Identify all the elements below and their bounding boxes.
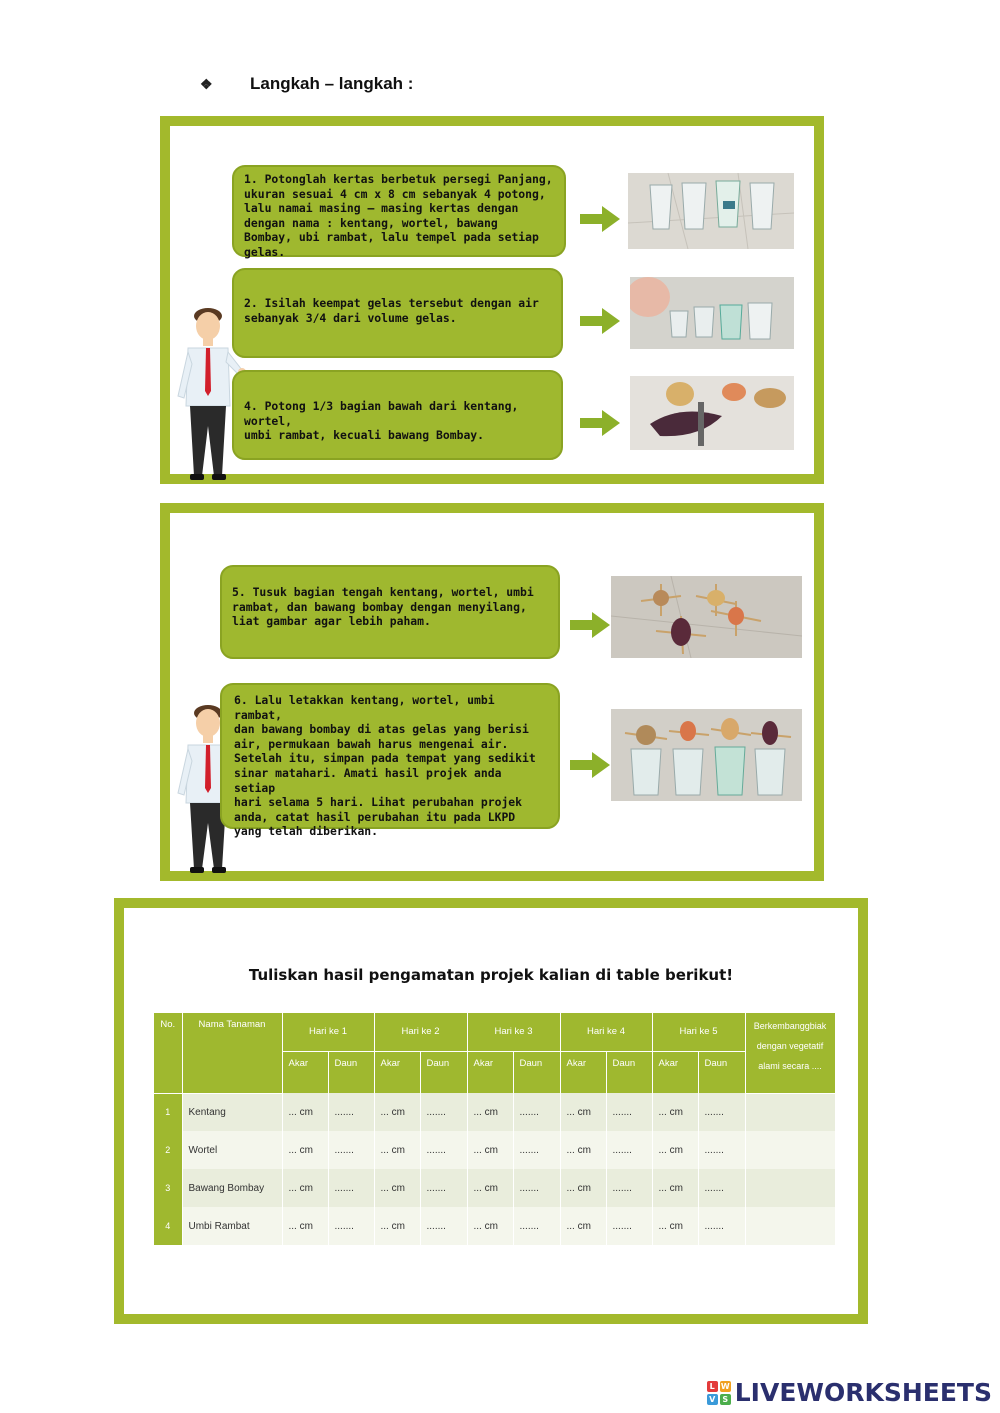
step-4-box: 4. Potong 1/3 bagian bawah dari kentang, wortel, umbi rambat, kecuali bawang Bombay. bbox=[232, 370, 563, 460]
daun-cell[interactable]: ....... bbox=[513, 1169, 560, 1207]
arrow-right-icon bbox=[570, 612, 610, 638]
arrow-right-icon bbox=[570, 752, 610, 778]
akar-cell[interactable]: ... cm bbox=[467, 1207, 513, 1245]
header-daun: Daun bbox=[420, 1051, 467, 1093]
logo-text: LIVEWORKSHEETS bbox=[734, 1378, 992, 1407]
liveworksheets-mark-icon: L W V S bbox=[707, 1381, 731, 1405]
steps-slide-1 bbox=[160, 116, 824, 484]
daun-cell[interactable]: ....... bbox=[513, 1207, 560, 1245]
step-5-box: 5. Tusuk bagian tengah kentang, wortel, umbi rambat, dan bawang bombay dengan menyilang, liat gambar agar lebih paham. bbox=[220, 565, 560, 659]
daun-cell[interactable]: ....... bbox=[606, 1093, 652, 1131]
table-title: Tuliskan hasil pengamatan projek kalian di table berikut! bbox=[248, 966, 734, 984]
liveworksheets-logo bbox=[707, 1378, 992, 1407]
observation-slide bbox=[114, 898, 868, 1324]
observation-table bbox=[154, 1013, 836, 1245]
header-day-2: Hari ke 2 bbox=[374, 1013, 467, 1051]
daun-cell[interactable]: ....... bbox=[328, 1169, 374, 1207]
daun-cell[interactable]: ....... bbox=[698, 1093, 745, 1131]
photo-pouring-water bbox=[630, 277, 794, 349]
header-reproduction: Berkembanggbiak dengan vegetatif alami secara .... bbox=[745, 1013, 835, 1093]
table-row bbox=[154, 1131, 835, 1169]
akar-cell[interactable]: ... cm bbox=[467, 1131, 513, 1169]
akar-cell[interactable]: ... cm bbox=[374, 1207, 420, 1245]
daun-cell[interactable]: ....... bbox=[698, 1131, 745, 1169]
step-6-box: 6. Lalu letakkan kentang, wortel, umbi rambat, dan bawang bombay di atas gelas yang berisi air, permukaan bawah harus mengenai air. Setelah itu, simpan pada tempat yang sedikit sinar matahari. Amati hasil projek anda setiap hari selama 5 hari. Lihat perubahan projek anda, catat hasil perubahan itu pada LKPD yang telah diberikan. bbox=[220, 683, 560, 829]
daun-cell[interactable]: ....... bbox=[513, 1131, 560, 1169]
row-plant-name: Umbi Rambat bbox=[182, 1207, 282, 1245]
daun-cell[interactable]: ....... bbox=[420, 1207, 467, 1245]
steps-heading-text: Langkah – langkah : bbox=[250, 74, 414, 93]
step-2-box: 2. Isilah keempat gelas tersebut dengan air sebanyak 3/4 dari volume gelas. bbox=[232, 268, 563, 358]
daun-cell[interactable]: ....... bbox=[513, 1093, 560, 1131]
akar-cell[interactable]: ... cm bbox=[374, 1169, 420, 1207]
photo-skewered-tubers bbox=[611, 576, 802, 658]
akar-cell[interactable]: ... cm bbox=[282, 1207, 328, 1245]
row-number: 2 bbox=[154, 1131, 182, 1169]
akar-cell[interactable]: ... cm bbox=[282, 1093, 328, 1131]
akar-cell[interactable]: ... cm bbox=[560, 1169, 606, 1207]
table-row bbox=[154, 1093, 835, 1131]
reproduction-cell[interactable] bbox=[745, 1131, 835, 1169]
header-akar: Akar bbox=[560, 1051, 606, 1093]
akar-cell[interactable]: ... cm bbox=[652, 1169, 698, 1207]
akar-cell[interactable]: ... cm bbox=[560, 1093, 606, 1131]
daun-cell[interactable]: ....... bbox=[420, 1131, 467, 1169]
reproduction-cell[interactable] bbox=[745, 1093, 835, 1131]
arrow-right-icon bbox=[580, 308, 620, 334]
header-no: No. bbox=[154, 1013, 182, 1093]
header-day-5: Hari ke 5 bbox=[652, 1013, 745, 1051]
row-plant-name: Bawang Bombay bbox=[182, 1169, 282, 1207]
row-number: 3 bbox=[154, 1169, 182, 1207]
reproduction-cell[interactable] bbox=[745, 1169, 835, 1207]
akar-cell[interactable]: ... cm bbox=[282, 1169, 328, 1207]
steps-heading bbox=[200, 74, 413, 94]
header-akar: Akar bbox=[652, 1051, 698, 1093]
akar-cell[interactable]: ... cm bbox=[467, 1093, 513, 1131]
row-plant-name: Wortel bbox=[182, 1131, 282, 1169]
header-akar: Akar bbox=[467, 1051, 513, 1093]
akar-cell[interactable]: ... cm bbox=[282, 1131, 328, 1169]
daun-cell[interactable]: ....... bbox=[328, 1207, 374, 1245]
akar-cell[interactable]: ... cm bbox=[560, 1131, 606, 1169]
row-plant-name: Kentang bbox=[182, 1093, 282, 1131]
row-number: 1 bbox=[154, 1093, 182, 1131]
photo-tubers-on-glasses bbox=[611, 709, 802, 801]
header-daun: Daun bbox=[698, 1051, 745, 1093]
daun-cell[interactable]: ....... bbox=[420, 1093, 467, 1131]
akar-cell[interactable]: ... cm bbox=[652, 1131, 698, 1169]
photo-cut-tubers bbox=[630, 376, 794, 450]
daun-cell[interactable]: ....... bbox=[420, 1169, 467, 1207]
akar-cell[interactable]: ... cm bbox=[652, 1207, 698, 1245]
header-akar: Akar bbox=[282, 1051, 328, 1093]
daun-cell[interactable]: ....... bbox=[698, 1207, 745, 1245]
daun-cell[interactable]: ....... bbox=[698, 1169, 745, 1207]
arrow-right-icon bbox=[580, 410, 620, 436]
diamond-bullet-icon: ❖ bbox=[200, 75, 213, 92]
header-day-4: Hari ke 4 bbox=[560, 1013, 652, 1051]
daun-cell[interactable]: ....... bbox=[606, 1131, 652, 1169]
header-day-1: Hari ke 1 bbox=[282, 1013, 374, 1051]
arrow-right-icon bbox=[580, 206, 620, 232]
steps-slide-2 bbox=[160, 503, 824, 881]
header-daun: Daun bbox=[606, 1051, 652, 1093]
header-plant-name: Nama Tanaman bbox=[182, 1013, 282, 1093]
daun-cell[interactable]: ....... bbox=[328, 1131, 374, 1169]
step-1-box: 1. Potonglah kertas berbetuk persegi Panjang, ukuran sesuai 4 cm x 8 cm sebanyak 4 potong, lalu namai masing – masing kertas dengan dengan nama : kentang, wortel, bawang Bombay, ubi rambat, lalu tempel pada setiap gelas. bbox=[232, 165, 566, 257]
akar-cell[interactable]: ... cm bbox=[467, 1169, 513, 1207]
photo-glasses-labeled bbox=[628, 173, 794, 249]
table-row bbox=[154, 1207, 835, 1245]
daun-cell[interactable]: ....... bbox=[328, 1093, 374, 1131]
table-row bbox=[154, 1169, 835, 1207]
reproduction-cell[interactable] bbox=[745, 1207, 835, 1245]
akar-cell[interactable]: ... cm bbox=[560, 1207, 606, 1245]
akar-cell[interactable]: ... cm bbox=[374, 1131, 420, 1169]
akar-cell[interactable]: ... cm bbox=[652, 1093, 698, 1131]
daun-cell[interactable]: ....... bbox=[606, 1207, 652, 1245]
header-akar: Akar bbox=[374, 1051, 420, 1093]
daun-cell[interactable]: ....... bbox=[606, 1169, 652, 1207]
header-daun: Daun bbox=[513, 1051, 560, 1093]
header-day-3: Hari ke 3 bbox=[467, 1013, 560, 1051]
akar-cell[interactable]: ... cm bbox=[374, 1093, 420, 1131]
row-number: 4 bbox=[154, 1207, 182, 1245]
header-daun: Daun bbox=[328, 1051, 374, 1093]
